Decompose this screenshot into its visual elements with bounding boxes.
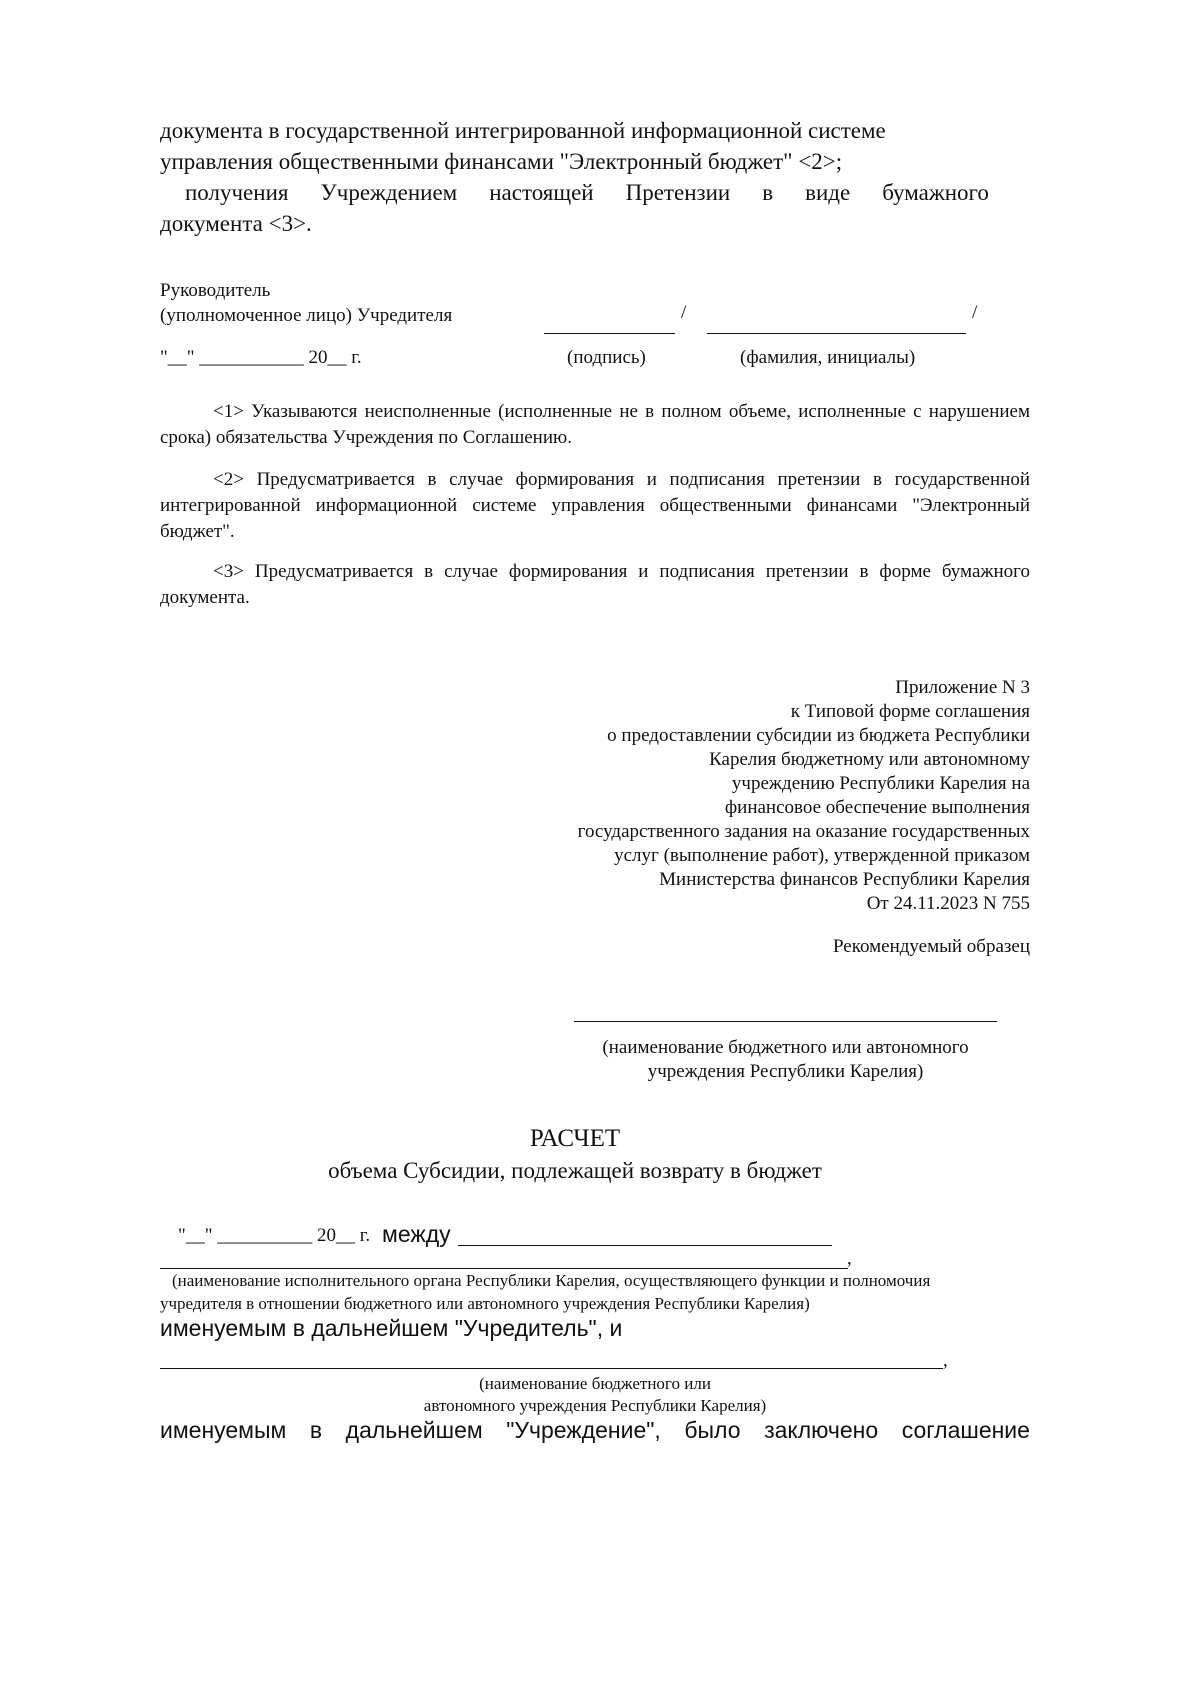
signature-date: "__" ___________ 20__ г. xyxy=(160,347,362,368)
appendix-block xyxy=(578,676,1030,916)
founder-caption-line-2: учредителя в отношении бюджетного или автономного учреждения Республики Карелия) xyxy=(160,1294,810,1313)
word: настоящей xyxy=(489,180,594,205)
word: дальнейшем xyxy=(345,1417,483,1443)
institution-caption-line-2: учреждения Республики Карелия) xyxy=(647,1061,924,1082)
name-caption: (фамилия, инициалы) xyxy=(740,347,916,368)
word: заключено xyxy=(764,1417,879,1443)
appendix-line: От 24.11.2023 N 755 xyxy=(866,893,1030,914)
document-subtitle: объема Субсидии, подлежащей возврату в бюджет xyxy=(328,1158,822,1183)
word: "Учреждение", xyxy=(506,1417,661,1443)
founder-name-line-2 xyxy=(160,1268,848,1269)
institution-name-line-2 xyxy=(160,1368,943,1369)
founder-name-line-1 xyxy=(458,1245,832,1246)
name-line xyxy=(707,333,966,334)
recommended-sample: Рекомендуемый образец xyxy=(832,936,1030,957)
footnote-2: <2> Предусматривается в случае формирования и подписания претензии в государственной интегрированной информационной системе управления общественными финансами "Электронный бюджет". xyxy=(160,469,1030,542)
founder-caption-line-1: (наименование исполнительного органа Республики Карелия, осуществляющего функции и полномочия xyxy=(172,1271,931,1290)
appendix-line: услуг (выполнение работ), утвержденной приказом xyxy=(614,845,1030,866)
word: бумажного xyxy=(882,180,989,205)
word: в xyxy=(762,180,774,205)
word: соглашение xyxy=(901,1417,1030,1443)
top-line-4: документа <3>. xyxy=(160,211,312,236)
agreement-date: "__" __________ 20__ г. xyxy=(178,1225,371,1246)
appendix-line: Приложение N 3 xyxy=(895,677,1030,698)
appendix-line: о предоставлении субсидии из бюджета Республики xyxy=(607,725,1030,746)
top-line-2: управления общественными финансами "Электронный бюджет" <2>; xyxy=(160,149,843,174)
institution-name-line xyxy=(574,1021,997,1022)
signature-caption: (подпись) xyxy=(567,347,646,368)
slash-separator: / xyxy=(681,302,687,323)
appendix-line: учреждению Республики Карелия на xyxy=(731,773,1030,794)
appendix-line: Карелия бюджетному или автономному xyxy=(709,749,1030,770)
word: виде xyxy=(805,180,851,205)
comma: , xyxy=(847,1248,852,1269)
word: Учреждением xyxy=(320,180,458,205)
slash-separator: / xyxy=(972,302,978,323)
institution-caption-2-line-2: автономного учреждения Республики Карелия) xyxy=(423,1396,767,1415)
founder-named-as: именуемым в дальнейшем "Учредитель", и xyxy=(160,1315,623,1341)
institution-named-as xyxy=(160,1417,1030,1444)
signer-role-line-1: Руководитель xyxy=(160,280,271,301)
appendix-line: к Типовой форме соглашения xyxy=(790,701,1030,722)
footnote-1: <1> Указываются неисполненные (исполненные не в полном объеме, исполненные с нарушением срока) обязательства Учреждения по Соглашению. xyxy=(160,401,1030,448)
institution-caption-line-1: (наименование бюджетного или автономного xyxy=(602,1037,969,1058)
top-line-1: документа в государственной интегрированной информационной системе xyxy=(160,118,886,143)
document-title: РАСЧЕТ xyxy=(529,1125,621,1152)
footnote-3: <3> Предусматривается в случае формирования и подписания претензии в форме бумажного документа. xyxy=(160,561,1030,608)
word: было xyxy=(684,1417,741,1443)
signer-role-line-2: (уполномоченное лицо) Учредителя xyxy=(160,305,453,326)
word: в xyxy=(309,1417,323,1443)
appendix-line: Министерства финансов Республики Карелия xyxy=(659,869,1030,890)
appendix-line: государственного задания на оказание государственных xyxy=(577,821,1030,842)
appendix-line: финансовое обеспечение выполнения xyxy=(724,797,1030,818)
word: получения xyxy=(185,180,289,205)
word: именуемым xyxy=(160,1417,287,1443)
top-line-3 xyxy=(185,180,989,206)
institution-caption-2-line-1: (наименование бюджетного или xyxy=(479,1374,711,1393)
word: Претензии xyxy=(625,180,731,205)
agreement-between: между xyxy=(382,1221,451,1247)
signature-line xyxy=(544,333,675,334)
comma: , xyxy=(943,1350,948,1371)
